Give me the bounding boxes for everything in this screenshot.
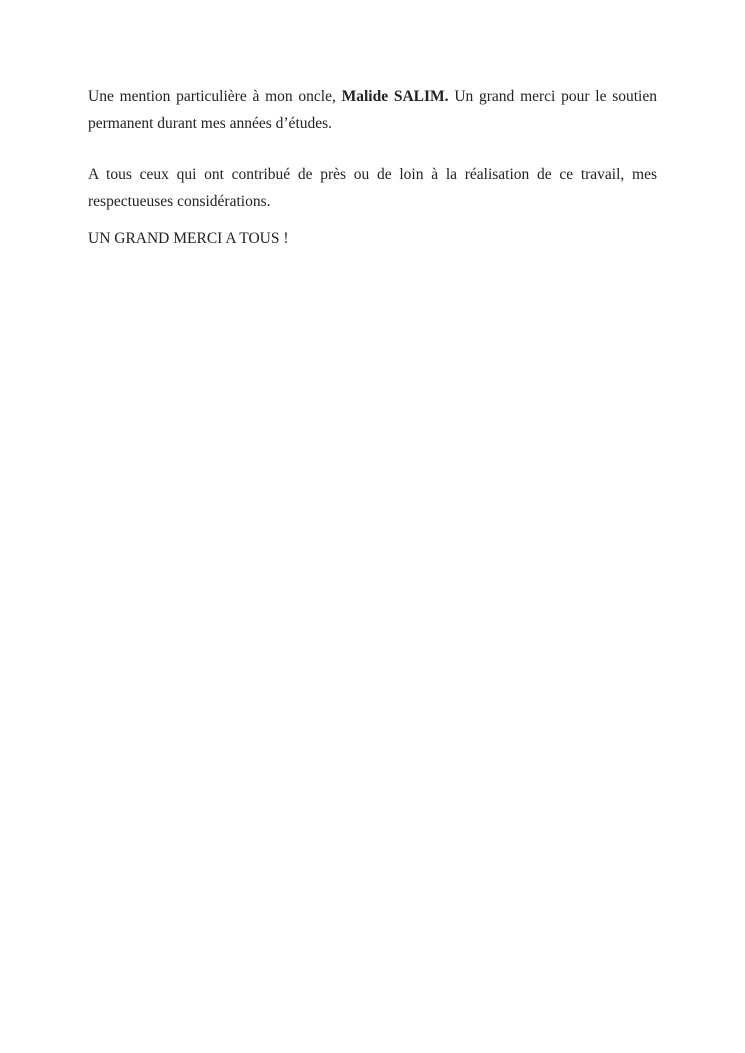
dedication-text-start: Une mention particulière à mon oncle, — [88, 88, 342, 105]
uncle-name-bold: Malide SALIM. — [341, 88, 449, 105]
paragraph-dedication — [88, 83, 657, 137]
dedication-text-end: Un grand merci pour le soutien permanent durant mes années d’études. — [88, 88, 657, 132]
paragraph-thanks: A tous ceux qui ont contribué de près ou de loin à la réalisation de ce travail, mes respectueuses considérations. — [88, 166, 657, 210]
closing-line: UN GRAND MERCI A TOUS ! — [88, 230, 289, 247]
